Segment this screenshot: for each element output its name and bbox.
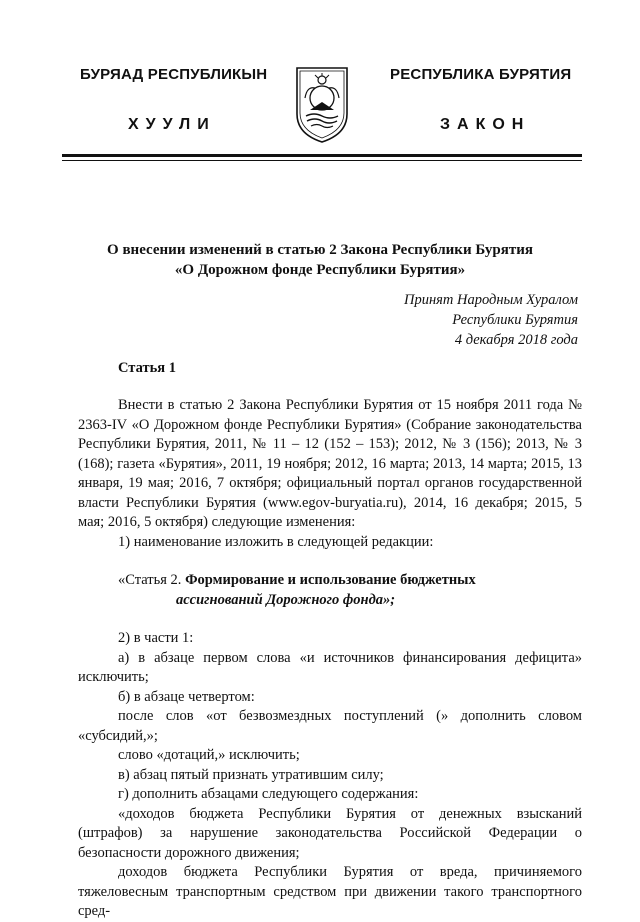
quote-prefix: «Статья 2. <box>118 572 186 588</box>
item-2c: в) абзац пятый признать утратившим силу; <box>118 766 384 783</box>
header-right-top: РЕСПУБЛИКА БУРЯТИЯ <box>390 66 572 83</box>
intro-paragraph: Внести в статью 2 Закона Республики Бурятия от 15 ноября 2011 года № 2363-IV «О Дорожном фонде Республики Бурятия» (Собрание законодательства Республики Бурятия, 2011, № 11 – 12 (152 – 153); 2012, № 3 (156); 2013, № 3 (168); газета «Бурятия», 2011, 19 ноября; 2012, 16 марта; 2013, 14 марта; 2015, 13 января, 19 мая; 2016, 7 октября; официальный портал органов государственной власти Республики Бурятия (www.egov-buryatia.ru), 2014, 16 декабря; 2015, 5 мая; 2016, 5 октября) следующие изменения: <box>78 397 582 530</box>
title-line-2: «О Дорожном фонде Республики Бурятия» <box>174 262 466 278</box>
adoption-line-2: Республики Бурятия <box>452 312 578 328</box>
item-2: 2) в части 1: <box>118 630 194 646</box>
header-left-top: БУРЯАД РЕСПУБЛИКЫН <box>80 66 268 83</box>
item-1: 1) наименование изложить в следующей редакции: <box>118 533 434 550</box>
item-2d: г) дополнить абзацами следующего содержания: <box>118 786 419 802</box>
quote-line-2: ассигнований Дорожного фонда»; <box>176 591 396 608</box>
item-2b: б) в абзаце четвертом: <box>118 688 255 705</box>
title-line-1: О внесении изменений в статью 2 Закона Республики Бурятия <box>107 242 533 258</box>
quote-bold: Формирование и использование бюджетных <box>185 572 476 588</box>
item-2d-2: доходов бюджета Республики Бурятия от вреда, причиняемого тяжеловесным транспортным средством при движении такого транспортного сред- <box>78 864 582 919</box>
item-2a: а) в абзаце первом слова «и источников финансирования дефицита» исключить; <box>78 649 582 685</box>
law-title <box>0 240 640 280</box>
adoption-date: 4 декабря 2018 года <box>454 332 578 348</box>
article-1-heading: Статья 1 <box>118 360 176 376</box>
item-2d-1: «доходов бюджета Республики Бурятия от денежных взысканий (штрафов) за нарушение законодательства Российской Федерации о безопасности дорожного движения; <box>78 805 582 861</box>
item-2b-1: после слов «от безвозмездных поступлений (» дополнить словом «субсидий,»; <box>78 708 582 744</box>
header-rule-thin <box>62 160 582 161</box>
quoted-article-title <box>78 571 582 610</box>
adoption-line-1: Принят Народным Хуралом <box>403 292 578 308</box>
header-right-bottom: ЗАКОН <box>440 116 531 133</box>
header-rule-thick <box>62 154 582 157</box>
item-2b-2: слово «дотаций,» исключить; <box>118 747 300 763</box>
adoption-note <box>404 290 578 350</box>
coat-of-arms-icon <box>293 64 351 144</box>
header-left-bottom: ХУУЛИ <box>128 116 216 133</box>
law-body <box>78 396 582 922</box>
